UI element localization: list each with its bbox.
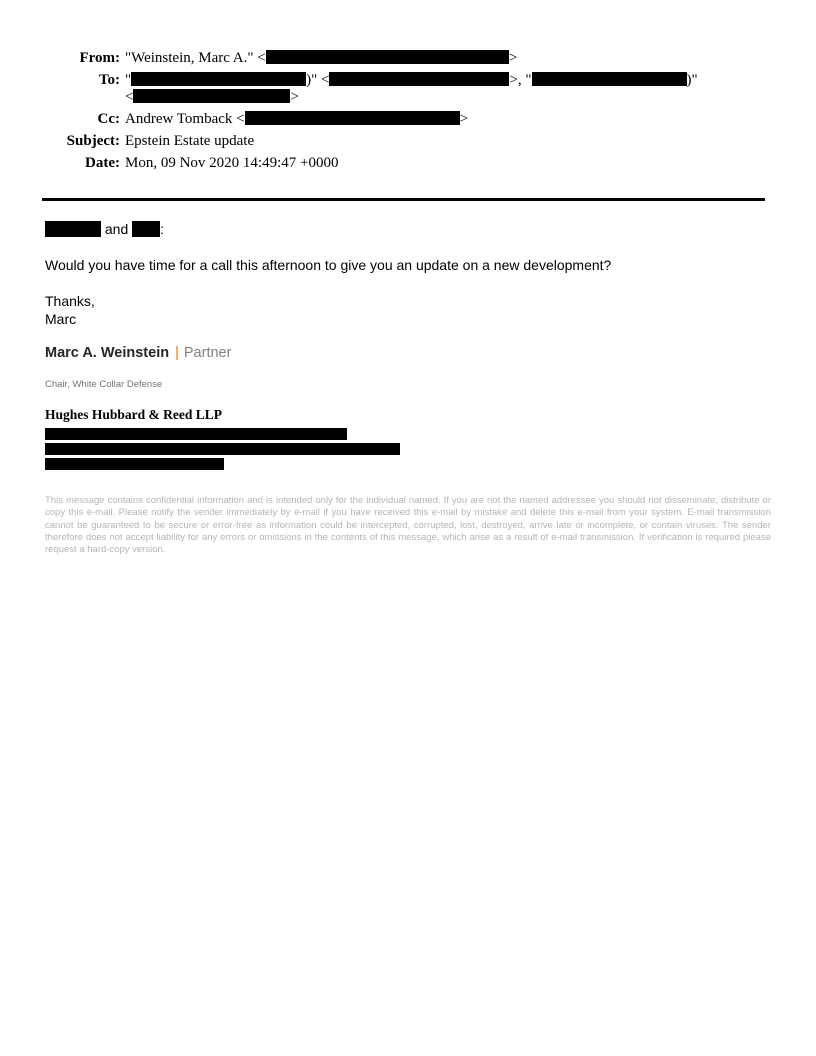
header-row-date — [45, 155, 776, 172]
to-mid-text1: )" < — [306, 72, 330, 88]
confidentiality-disclaimer: This message contains confidential information and is intended only for the individual named. If you are not the named addressee you should not disseminate, distribute or copy this e-mail. Please notify the sender immediately by e-mail if you have received this e-mail by mistake and delete this e-mail from your system. E-mail transmission cannot be guaranteed to be secure or error-free as information could be intercepted, corrupted, lost, destroyed, arrive late or incomplete, or contain viruses. The sender therefore does not accept liability for any errors or omissions in the contents of this message, which arise as a result of e-mail transmission. If verification is required please request a hard-copy version. — [45, 495, 771, 556]
date-value: Mon, 09 Nov 2020 14:49:47 +0000 — [125, 155, 339, 171]
to-end-text: )" — [686, 72, 698, 88]
cc-display-name: Andrew Tomback < — [125, 111, 245, 127]
to-mid-text2: >, " — [509, 72, 532, 88]
redaction-bar-address-line1 — [45, 428, 347, 440]
to-open-quote: " — [125, 72, 132, 88]
signature-title: Partner — [183, 345, 232, 361]
header-row-cc — [45, 111, 776, 128]
header-row-from — [45, 50, 776, 67]
signature-name-line — [45, 344, 771, 362]
to-value — [125, 72, 698, 106]
subject-value: Epstein Estate update — [125, 133, 255, 149]
signature-firm-name: Hughes Hubbard & Reed LLP — [45, 407, 223, 422]
cc-value — [125, 111, 468, 128]
body-paragraph: Would you have time for a call this afternoon to give you an update on a new development? — [45, 257, 612, 273]
header-row-to — [45, 72, 776, 106]
redaction-bar-to-address2 — [133, 89, 290, 103]
date-label: Date: — [85, 155, 120, 171]
redaction-bar-greeting-name2 — [132, 221, 160, 237]
signature-name: Marc A. Weinstein — [45, 345, 170, 361]
greeting-and-text: and — [101, 221, 133, 237]
from-close-bracket: > — [508, 50, 518, 66]
subject-label: Subject: — [66, 133, 120, 149]
greeting-line — [45, 220, 771, 238]
closing-signoff: Marc — [45, 311, 77, 327]
redaction-bar-address-line3 — [45, 458, 224, 470]
signature-redactions — [45, 428, 771, 470]
cc-label: Cc: — [97, 111, 120, 127]
cc-close-bracket: > — [459, 111, 469, 127]
redaction-bar-greeting-name1 — [45, 221, 101, 237]
to-value-line2 — [125, 89, 698, 106]
greeting-colon: : — [160, 221, 165, 237]
header-row-subject — [45, 133, 776, 150]
to-value-line1 — [125, 72, 698, 89]
to-label: To: — [98, 72, 120, 88]
from-value — [125, 50, 517, 67]
header-divider-rule — [42, 198, 765, 201]
redaction-bar-address-line2 — [45, 443, 400, 455]
signature-role: Chair, White Collar Defense — [45, 379, 163, 390]
redaction-bar-to-name1 — [131, 72, 306, 86]
to-line2-close-bracket: > — [290, 89, 299, 105]
email-header — [45, 0, 776, 172]
redaction-bar-to-address1 — [329, 72, 509, 86]
redaction-bar-cc-address — [245, 111, 460, 125]
closing-thanks: Thanks, — [45, 293, 95, 309]
from-label: From: — [79, 50, 120, 66]
to-line2-open-bracket: < — [125, 89, 134, 105]
redaction-bar-from-address — [266, 50, 509, 64]
signature-separator: | — [175, 345, 179, 361]
email-body — [45, 220, 771, 556]
from-display-name: "Weinstein, Marc A." < — [125, 50, 266, 66]
redaction-bar-to-name2 — [532, 72, 687, 86]
